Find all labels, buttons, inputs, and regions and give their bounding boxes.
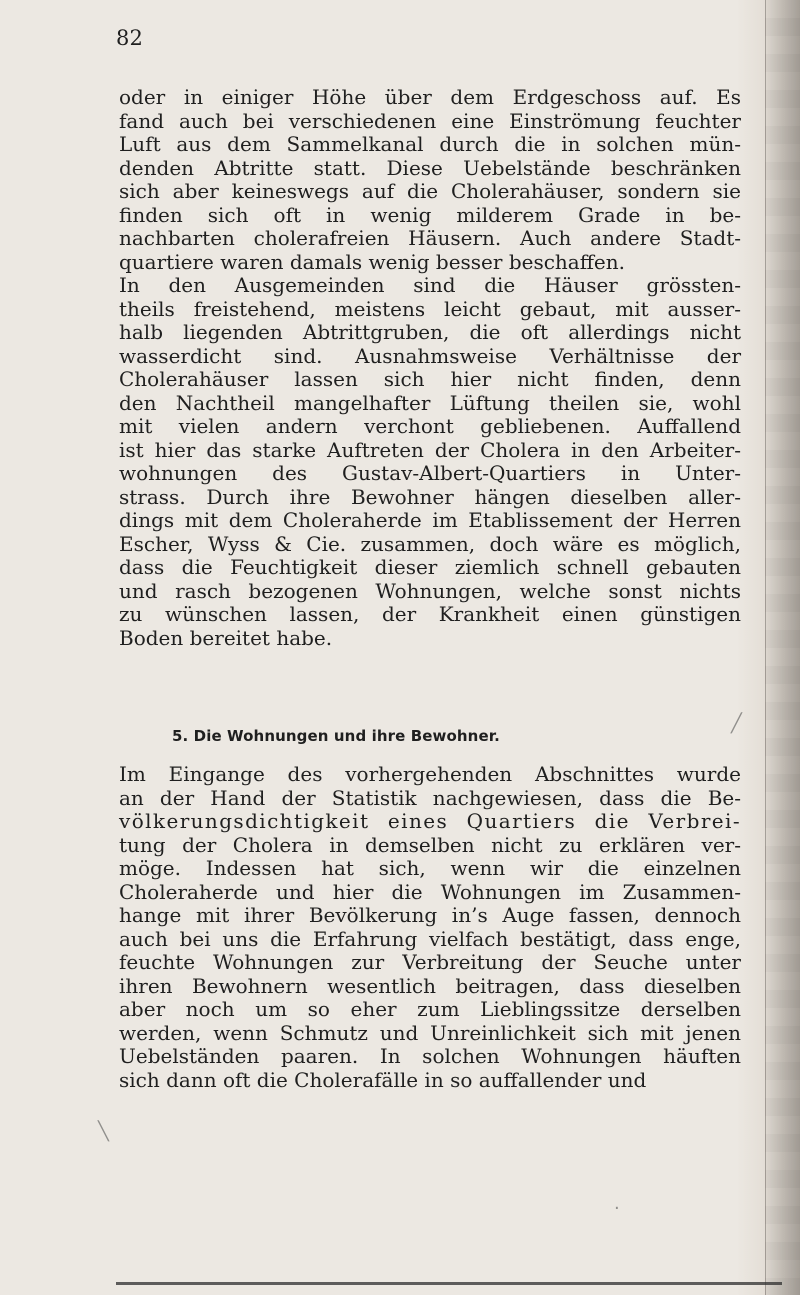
top-paragraph	[119, 86, 741, 650]
text-line: nachbarten cholerafreien Häusern. Auch andere Stadt-	[119, 226, 741, 250]
paper-mark: ╱	[731, 713, 742, 734]
text-line: feuchte Wohnungen zur Verbreitung der Seuche unter	[119, 950, 741, 974]
text-line: dass die Feuchtigkeit dieser ziemlich schnell gebauten	[119, 555, 741, 579]
scan-bottom-line	[116, 1282, 782, 1285]
page-edge-shadow	[765, 0, 800, 1295]
text-line: ist hier das starke Auftreten der Cholera in den Arbeiter-	[119, 437, 741, 462]
text-line: und rasch bezogenen Wohnungen, welche sonst nichts	[119, 578, 741, 603]
text-line: Choleraherde und hier die Wohnungen im Zusammen-	[119, 879, 741, 904]
page-number: 82	[116, 26, 144, 50]
text-line: möge. Indessen hat sich, wenn wir die einzelnen	[119, 856, 741, 880]
text-line: an der Hand der Statistik nachgewiesen, dass die Be-	[119, 785, 741, 810]
text-line: quartiere waren damals wenig besser beschaffen.	[119, 249, 626, 274]
text-line: fand auch bei verschiedenen eine Einströmung feuchter	[119, 108, 741, 133]
text-line: denden Abtritte statt. Diese Uebelstände beschränken	[119, 155, 741, 180]
paper-mark: ·	[614, 1198, 620, 1219]
text-line: Luft aus dem Sammelkanal durch die in solchen mün-	[119, 132, 741, 156]
text-line: sich dann oft die Cholerafälle in so auffallender und	[119, 1067, 647, 1092]
text-line: hange mit ihrer Bevölkerung in’s Auge fassen, dennoch	[119, 903, 741, 927]
text-line: auch bei uns die Erfahrung vielfach bestätigt, dass enge,	[119, 926, 741, 951]
text-line: zu wünschen lassen, der Krankheit einen günstigen	[119, 602, 741, 626]
text-line: Im Eingange des vorhergehenden Abschnittes wurde	[119, 762, 741, 786]
text-line: Escher, Wyss & Cie. zusammen, doch wäre es möglich,	[119, 531, 741, 556]
text-line: oder in einiger Höhe über dem Erdgeschoss auf. Es	[119, 85, 741, 109]
text-line: mit vielen andern verchont gebliebenen. Auffallend	[119, 414, 741, 438]
text-line: strass. Durch ihre Bewohner hängen dieselben aller-	[119, 484, 741, 509]
text-line: halb liegenden Abtrittgruben, die oft allerdings nicht	[119, 320, 741, 344]
text-line: aber noch um so eher zum Lieblingssitze derselben	[119, 997, 741, 1021]
text-line: finden sich oft in wenig milderem Grade in be-	[119, 202, 741, 227]
text-line: dings mit dem Choleraherde im Etablissement der Herren	[119, 508, 741, 532]
text-line: wasserdicht sind. Ausnahmsweise Verhältnisse der	[119, 343, 741, 368]
text-line: Cholerahäuser lassen sich hier nicht finden, denn	[119, 367, 741, 391]
text-line: Uebelständen paaren. In solchen Wohnungen häuften	[119, 1044, 741, 1068]
text-line: tung der Cholera in demselben nicht zu erklären ver-	[119, 832, 741, 857]
text-line: den Nachtheil mangelhafter Lüftung theilen sie, wohl	[119, 390, 741, 415]
text-line: Boden bereitet habe.	[119, 625, 333, 650]
text-line: wohnungen des Gustav-Albert-Quartiers in Unter-	[119, 461, 741, 485]
text-line: theils freistehend, meistens leicht gebaut, mit ausser-	[119, 296, 741, 321]
section-title: 5. Die Wohnungen und ihre Bewohner.	[172, 727, 500, 745]
text-line: In den Ausgemeinden sind die Häuser grössten-	[119, 273, 741, 297]
text-line: werden, wenn Schmutz und Unreinlichkeit sich mit jenen	[119, 1020, 741, 1045]
text-line: völkerungsdichtigkeit eines Quartiers die Verbrei-	[119, 809, 741, 833]
paper-mark: ╲	[98, 1121, 109, 1142]
text-line: sich aber keineswegs auf die Cholerahäuser, sondern sie	[119, 179, 741, 203]
text-line: ihren Bewohnern wesentlich beitragen, dass dieselben	[119, 973, 741, 998]
bottom-paragraph	[119, 763, 741, 1092]
